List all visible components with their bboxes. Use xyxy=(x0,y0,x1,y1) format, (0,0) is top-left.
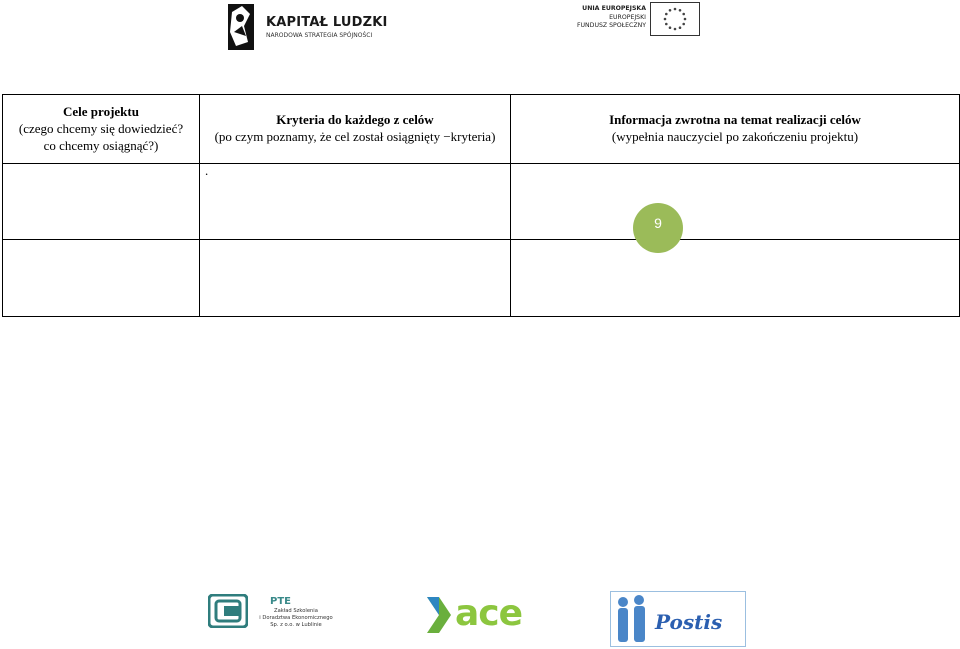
ace-text: ace xyxy=(455,593,523,634)
table-cell[interactable] xyxy=(3,240,200,317)
page-number-badge: 9 xyxy=(633,203,683,253)
project-goals-table xyxy=(2,94,960,317)
eu-flag-icon xyxy=(650,2,700,36)
feedback-line-2: (wypełnia nauczyciel po zakończeniu projektu) xyxy=(611,129,859,144)
header-cell-goals xyxy=(3,95,200,164)
goals-title: Cele projektu xyxy=(63,104,139,119)
kapital-ludzki-subtitle: NARODOWA STRATEGIA SPÓJNOŚCI xyxy=(266,32,373,39)
kapital-ludzki-logo xyxy=(222,2,388,52)
pte-line-1: Zakład Szkolenia xyxy=(274,608,318,614)
criteria-line-2: (po czym poznamy, że cel został osiągnięty −kryteria) xyxy=(214,129,496,144)
table-cell[interactable] xyxy=(511,164,960,240)
table-cell[interactable] xyxy=(200,240,511,317)
postis-figures-icon xyxy=(613,594,653,646)
postis-text: Postis xyxy=(655,610,723,634)
header-cell-criteria xyxy=(200,95,511,164)
pte-logo xyxy=(208,592,338,634)
ace-arrow-icon xyxy=(425,595,453,635)
goals-line-3: co chcemy osiągnąć?) xyxy=(43,138,159,153)
eu-line-1: UNIA EUROPEJSKA xyxy=(582,5,646,12)
cell-text: . xyxy=(205,163,209,178)
table-row xyxy=(3,164,960,240)
goals-line-2: (czego chcemy się dowiedzieć? xyxy=(18,121,184,136)
table-row xyxy=(3,240,960,317)
table-cell[interactable] xyxy=(200,164,511,240)
pte-name: PTE xyxy=(270,596,291,607)
eu-fund-logo xyxy=(572,2,702,38)
table-cell[interactable] xyxy=(3,164,200,240)
criteria-title: Kryteria do każdego z celów xyxy=(276,112,434,127)
kapital-ludzki-emblem-icon xyxy=(222,2,262,52)
ace-logo xyxy=(425,593,525,639)
pte-subtitle xyxy=(256,608,336,629)
feedback-title: Informacja zwrotna na temat realizacji celów xyxy=(609,112,861,127)
eu-line-3: FUNDUSZ SPOŁECZNY xyxy=(576,22,646,29)
postis-logo xyxy=(610,591,746,647)
header-cell-feedback xyxy=(511,95,960,164)
pte-emblem-icon xyxy=(208,594,248,628)
table-header-row xyxy=(3,95,960,164)
eu-line-2: EUROPEJSKI xyxy=(609,13,646,21)
table-cell[interactable] xyxy=(511,240,960,317)
pte-line-3: Sp. z o.o. w Lublinie xyxy=(270,622,322,628)
kapital-ludzki-title: KAPITAŁ LUDZKI xyxy=(266,15,388,30)
eu-fund-text xyxy=(577,5,646,31)
pte-line-2: i Doradztwa Ekonomicznego xyxy=(259,615,333,621)
